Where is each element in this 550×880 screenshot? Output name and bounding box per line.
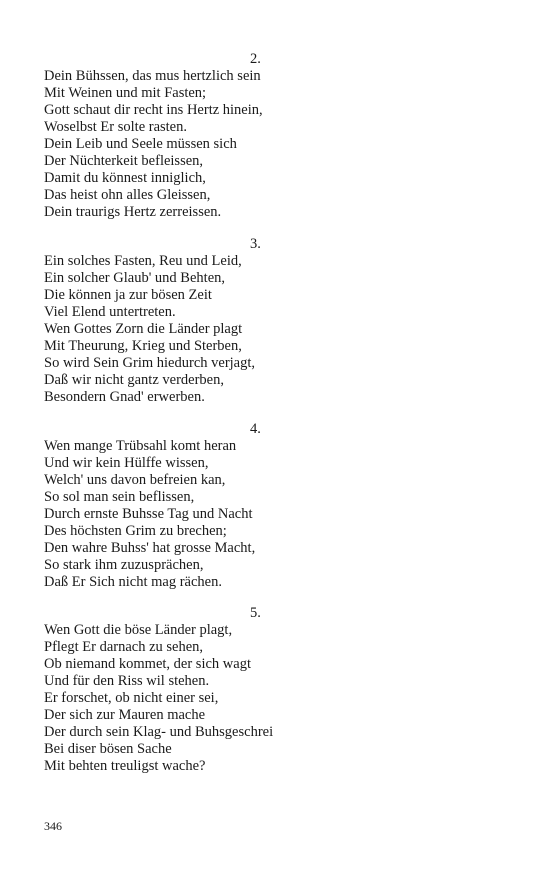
stanza-number: 3. bbox=[250, 236, 261, 252]
verse-line: Er forschet, ob nicht einer sei, bbox=[44, 690, 219, 706]
verse-line: Wen mange Trübsahl komt heran bbox=[44, 438, 237, 454]
verse-line: Mit Weinen und mit Fasten; bbox=[44, 85, 207, 101]
stanza-lines bbox=[44, 253, 255, 406]
verse-line: So sol man sein beflissen, bbox=[44, 489, 195, 505]
verse-line: Bei diser bösen Sache bbox=[44, 741, 172, 757]
stanza-lines bbox=[44, 68, 263, 221]
verse-line: Der sich zur Mauren mache bbox=[44, 707, 206, 723]
verse-line: Ob niemand kommet, der sich wagt bbox=[44, 656, 251, 672]
verse-line: Des höchsten Grim zu brechen; bbox=[44, 523, 227, 539]
verse-line: Dein Leib und Seele müssen sich bbox=[44, 136, 237, 152]
verse-line: Mit behten treuligst wache? bbox=[44, 758, 206, 774]
stanza-lines bbox=[44, 622, 273, 775]
verse-line: Welch' uns davon befreien kan, bbox=[44, 472, 226, 488]
verse-line: So stark ihm zuzusprächen, bbox=[44, 557, 204, 573]
stanza-lines bbox=[44, 438, 255, 591]
verse-line: Besondern Gnad' erwerben. bbox=[44, 389, 205, 405]
verse-line: Woselbst Er solte rasten. bbox=[44, 119, 187, 135]
verse-line: Durch ernste Buhsse Tag und Nacht bbox=[44, 506, 253, 522]
stanza-number: 2. bbox=[250, 51, 261, 67]
verse-line: Den wahre Buhss' hat grosse Macht, bbox=[44, 540, 256, 556]
verse-line: Und für den Riss wil stehen. bbox=[44, 673, 210, 689]
stanza-number: 4. bbox=[250, 421, 261, 437]
verse-line: Der durch sein Klag- und Buhsgeschrei bbox=[44, 724, 274, 740]
verse-line: Damit du könnest inniglich, bbox=[44, 170, 206, 186]
verse-line: So wird Sein Grim hiedurch verjagt, bbox=[44, 355, 256, 371]
verse-line: Der Nüchterkeit befleissen, bbox=[44, 153, 204, 169]
verse-line: Mit Theurung, Krieg und Sterben, bbox=[44, 338, 242, 354]
stanza-number: 5. bbox=[250, 605, 261, 621]
verse-line: Viel Elend untertreten. bbox=[44, 304, 176, 320]
verse-line: Pflegt Er darnach zu sehen, bbox=[44, 639, 204, 655]
verse-line: Das heist ohn alles Gleissen, bbox=[44, 187, 211, 203]
verse-line: Gott schaut dir recht ins Hertz hinein, bbox=[44, 102, 263, 118]
verse-line: Die können ja zur bösen Zeit bbox=[44, 287, 212, 303]
verse-line: Ein solches Fasten, Reu und Leid, bbox=[44, 253, 242, 269]
verse-line: Ein solcher Glaub' und Behten, bbox=[44, 270, 226, 286]
verse-line: Dein Bühssen, das mus hertzlich sein bbox=[44, 68, 261, 84]
verse-line: Wen Gottes Zorn die Länder plagt bbox=[44, 321, 243, 337]
verse-line: Daß wir nicht gantz verderben, bbox=[44, 372, 224, 388]
page-number: 346 bbox=[44, 819, 62, 833]
verse-line: Daß Er Sich nicht mag rächen. bbox=[44, 574, 222, 590]
verse-line: Wen Gott die böse Länder plagt, bbox=[44, 622, 233, 638]
verse-line: Dein traurigs Hertz zerreissen. bbox=[44, 204, 222, 220]
verse-line: Und wir kein Hülffe wissen, bbox=[44, 455, 209, 471]
